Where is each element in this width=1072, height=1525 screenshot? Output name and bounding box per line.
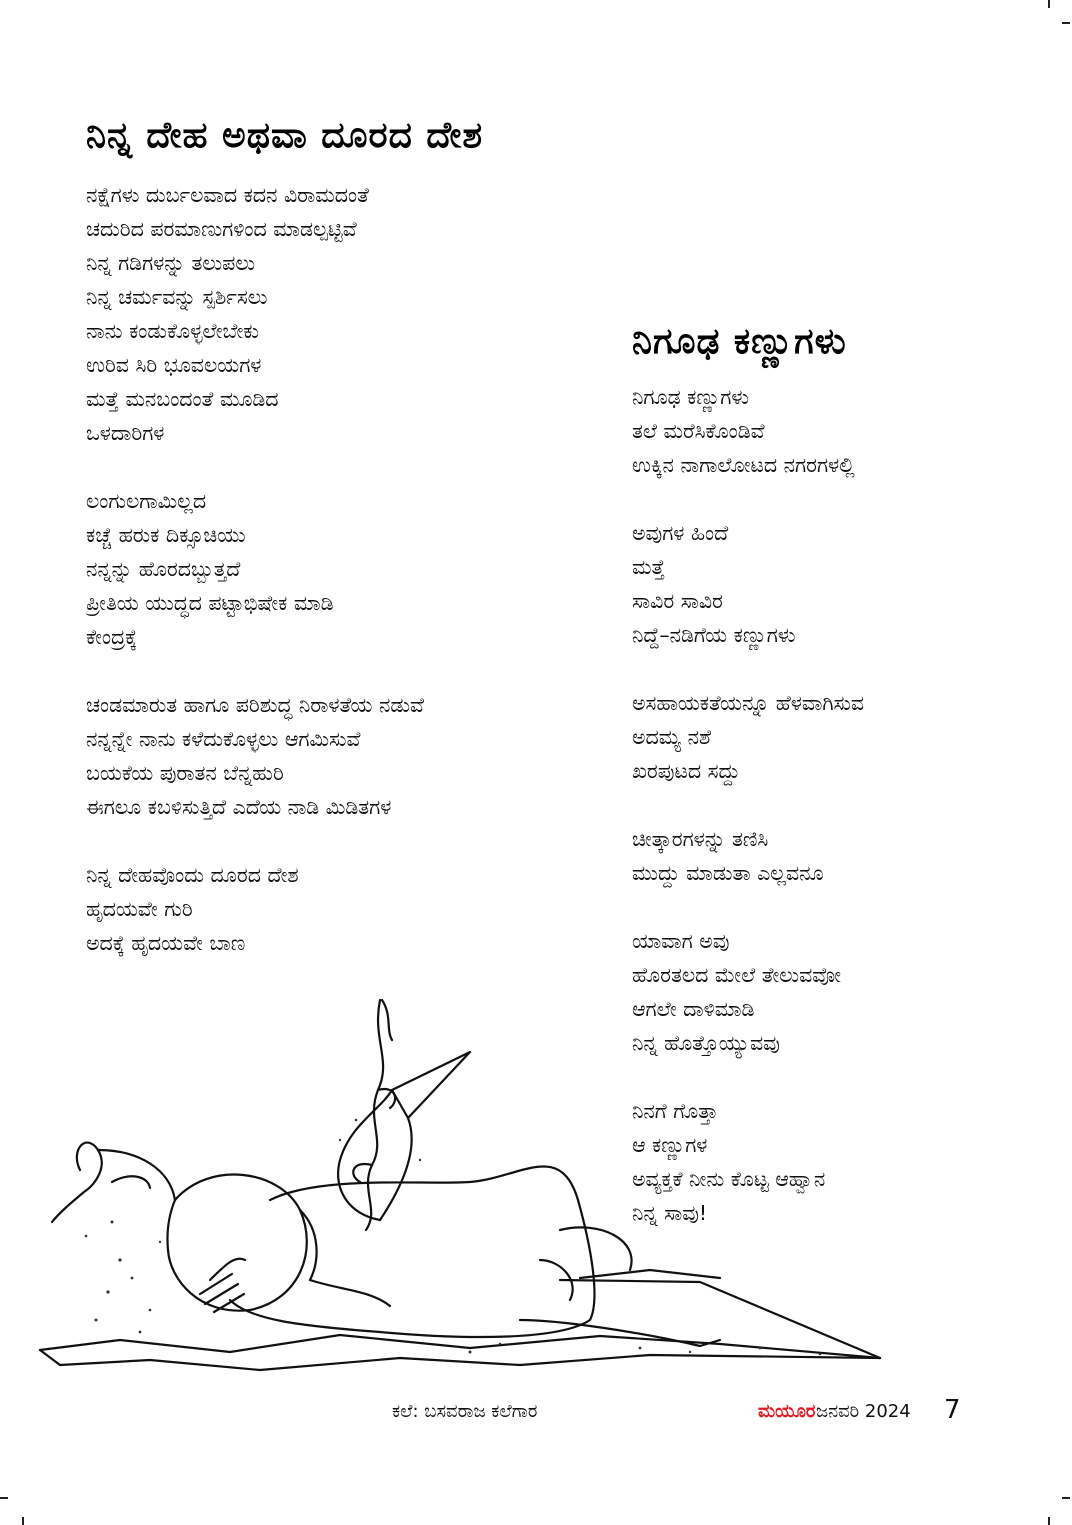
poem-line: ಅದಕ್ಕೆ ಹೃದಯವೇ ಬಾಣ <box>86 931 246 955</box>
poem-line: ಯಾವಾಗ ಅವು <box>632 929 730 953</box>
poem-line: ಕೇಂದ್ರಕ್ಕೆ <box>86 625 138 649</box>
page-footer <box>0 1395 1072 1431</box>
poem-line: ನನ್ನನ್ನೇ ನಾನು ಕಳೆದುಕೊಳ್ಳಲು ಆಗಮಿಸುವೆ <box>86 727 361 751</box>
poem-line: ಸಾವಿರ ಸಾವಿರ <box>632 589 723 613</box>
poem-line: ಅಸಹಾಯಕತೆಯನ್ನೂ ಹೆಳವಾಗಿಸುವ <box>632 691 865 715</box>
poem-line: ಹೊರತಲದ ಮೇಲೆ ತೇಲುವವೋ <box>632 963 842 987</box>
poem-line: ನನ್ನನ್ನು ಹೊರದಬ್ಬುತ್ತದೆ <box>86 557 241 581</box>
poem-line: ನಿನಗೆ ಗೊತ್ತಾ <box>632 1099 719 1123</box>
stanza <box>632 686 1032 788</box>
stanza <box>632 516 1032 652</box>
poem-line: ನಾನು ಕಂಡುಕೊಳ್ಳಲೇಬೇಕು <box>86 319 259 343</box>
crop-mark <box>0 1497 8 1499</box>
poem-line: ಅವುಗಳ ಹಿಂದೆ <box>632 521 729 545</box>
poem-line: ನಿನ್ನ ಹೊತ್ತೊಯ್ಯುವವು <box>632 1031 780 1055</box>
crop-mark <box>22 1517 24 1525</box>
poem-line: ನಿನ್ನ ಚರ್ಮವನ್ನು ಸ್ಪರ್ಶಿಸಲು <box>86 285 268 309</box>
poem-line: ಮತ್ತೆ <box>632 555 665 579</box>
poem-body-desha <box>86 112 606 994</box>
poem-line: ನಿಗೂಢ ಕಣ್ಣುಗಳು <box>632 385 750 409</box>
poem-line: ತಲೆ ಮರೆಸಿಕೊಂಡಿವೆ <box>632 419 765 443</box>
crop-mark <box>1048 0 1050 8</box>
poem-line: ಒಳದಾರಿಗಳ <box>86 421 165 445</box>
poem-line: ನಿದ್ದೆ–ನಡಿಗೆಯ ಕಣ್ಣುಗಳು <box>632 623 796 647</box>
poem-line: ನಿನ್ನ ದೇಹವೊಂದು ದೂರದ ದೇಶ <box>86 863 299 887</box>
poem-line: ಚದುರಿದ ಪರಮಾಣುಗಳಿಂದ ಮಾಡಲ್ಪಟ್ಟಿವೆ <box>86 217 357 241</box>
stanza <box>86 688 606 824</box>
poem-line: ಉರಿವ ಸಿರಿ ಭೂವಲಯಗಳ <box>86 353 262 377</box>
poem-line: ನಿನ್ನ ಗಡಿಗಳನ್ನು ತಲುಪಲು <box>86 251 256 275</box>
issue-date: ಜನವರಿ 2024 <box>816 1401 911 1422</box>
line-art-illustration <box>0 960 900 1390</box>
poem-line: ನಿನ್ನ ಸಾವು! <box>632 1201 708 1225</box>
poem-line: ಉಕ್ಕಿನ ನಾಗಾಲೋಟದ ನಗರಗಳಲ್ಲಿ <box>632 453 855 477</box>
poem-title: ನಿನ್ನ ದೇಹ ಅಥವಾ ದೂರದ ದೇಶ <box>86 115 484 156</box>
page-number: 7 <box>944 1395 961 1425</box>
stanza <box>632 822 1032 890</box>
poem-line: ಲಂಗುಲಗಾಮಿಲ್ಲದ <box>86 489 207 513</box>
crop-mark <box>1062 1497 1070 1499</box>
stanza <box>632 380 1032 482</box>
poem-title: ನಿಗೂಢ ಕಣ್ಣುಗಳು <box>632 321 847 362</box>
poem-line: ಹೃದಯವೇ ಗುರಿ <box>86 897 193 921</box>
poem-line: ಮುದ್ದು ಮಾಡುತಾ ಎಲ್ಲವನೂ <box>632 861 824 885</box>
poem-line: ಅದಮ್ಯ ನಶೆ <box>632 725 712 749</box>
poem-line: ಮತ್ತೆ ಮನಬಂದಂತೆ ಮೂಡಿದ <box>86 387 279 411</box>
stanza <box>86 178 606 450</box>
magazine-logo: ಮಯೂರ <box>758 1401 816 1422</box>
crop-mark <box>1062 22 1070 24</box>
poem-line: ನಕ್ಷೆಗಳು ದುರ್ಬಲವಾದ ಕದನ ವಿರಾಮದಂತೆ <box>86 183 369 207</box>
poem-line: ಈಗಲೂ ಕಬಳಿಸುತ್ತಿದೆ ಎದೆಯ ನಾಡಿ ಮಿಡಿತಗಳ <box>86 795 392 819</box>
art-credit: ಕಲೆ: ಬಸವರಾಜ ಕಲೆಗಾರ <box>392 1401 538 1422</box>
poem-line: ಪ್ರೀತಿಯ ಯುದ್ಧದ ಪಟ್ಟಾಭಿಷೇಕ ಮಾಡಿ <box>86 591 334 615</box>
poem-line: ಆ ಕಣ್ಣುಗಳ <box>632 1133 708 1157</box>
poem-line: ಖರಪುಟದ ಸದ್ದು <box>632 759 741 783</box>
crop-mark <box>1048 1517 1050 1525</box>
poem-line: ಆಗಲೇ ದಾಳಿಮಾಡಿ <box>632 997 755 1021</box>
stanza <box>86 858 606 960</box>
poem-line: ಚಂಡಮಾರುತ ಹಾಗೂ ಪರಿಶುದ್ಧ ನಿರಾಳತೆಯ ನಡುವೆ <box>86 693 424 717</box>
poem-line: ಚೀತ್ಕಾರಗಳನ್ನು ತಣಿಸಿ <box>632 827 769 851</box>
stanza <box>86 484 606 654</box>
poem-line: ಅವ್ಯಕ್ತಕೆ ನೀನು ಕೊಟ್ಟ ಆಹ್ವಾನ <box>632 1167 826 1191</box>
poem-line: ಕಚ್ಚೆ ಹರುಕ ದಿಕ್ಸೂಚಿಯು <box>86 523 246 547</box>
poem-line: ಬಯಕೆಯ ಪುರಾತನ ಬೆನ್ನಹುರಿ <box>86 761 284 785</box>
